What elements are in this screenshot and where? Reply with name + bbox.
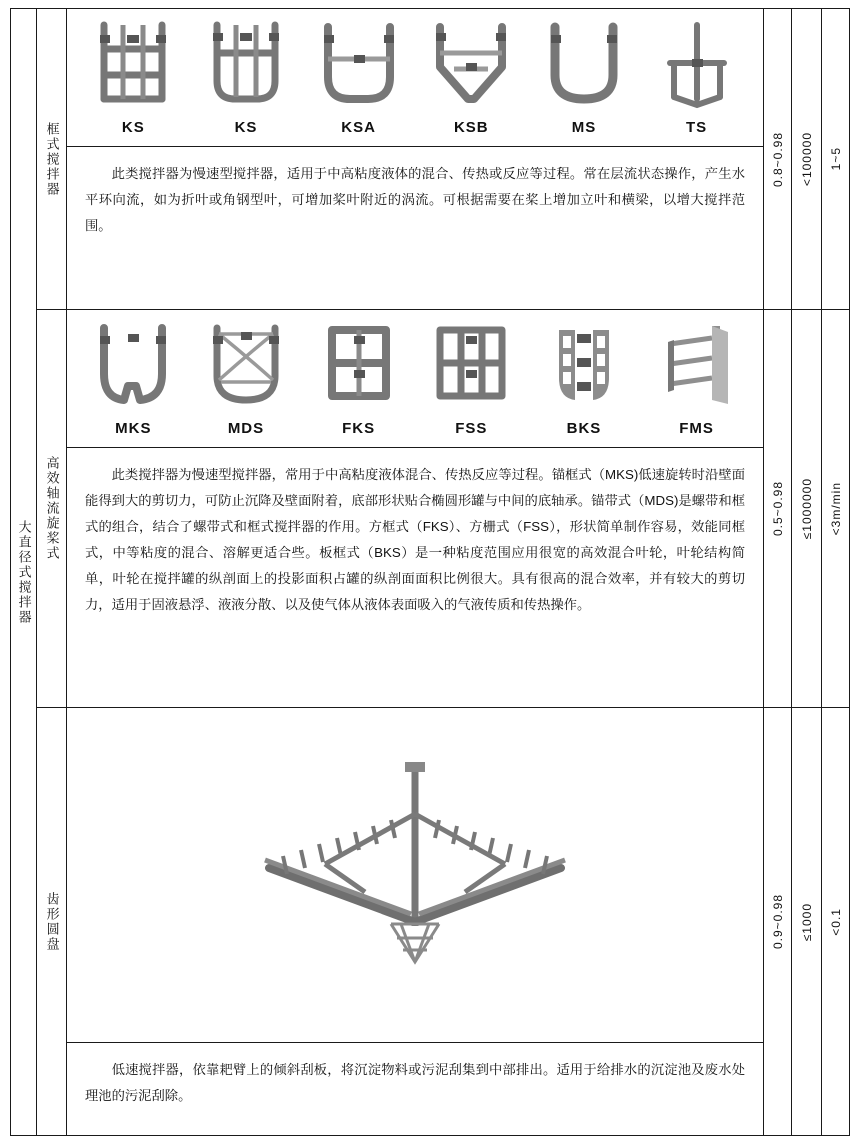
- anchor-frame-mks-icon: [90, 320, 176, 412]
- reynolds-value: ≤1000000: [799, 478, 814, 540]
- figure-item: [416, 320, 526, 447]
- grid-frame-fss-icon: [428, 320, 514, 412]
- figure-caption: KS: [121, 119, 145, 136]
- description-text: 此类搅拌器为慢速型搅拌器，适用于中高粘度液体的混合、传热或反应等过程。常在层流状态操作，产生水平环向流，如为折叶或角钢型叶，可增加桨叶附近的涡流。可根据需要在桨上增加立叶和横梁，以增大搅拌范围。: [85, 166, 745, 233]
- type-label: 齿形圆盘: [44, 891, 60, 952]
- figure-caption: FMS: [679, 420, 714, 438]
- figure-item: [78, 19, 188, 146]
- figure-item: [642, 19, 752, 146]
- group-label: 大直径式搅拌器: [16, 519, 32, 625]
- content-cell-3: [67, 708, 764, 1136]
- frame-impeller-ksa-icon: [316, 19, 402, 111]
- description-2: [67, 448, 763, 707]
- figure-row-2: [67, 310, 763, 448]
- helical-ribbon-mds-icon: [203, 320, 289, 412]
- reynolds-value: ≤1000: [799, 902, 814, 941]
- reynolds-value: <100000: [799, 131, 814, 187]
- figure-item: [416, 19, 526, 146]
- turbine-impeller-ts-icon: [654, 19, 740, 111]
- figure-row-3: [67, 708, 763, 1043]
- blade-frame-fms-icon: [654, 320, 740, 412]
- description-3: [67, 1043, 763, 1135]
- ratio-cell-3: [764, 708, 792, 1136]
- ratio-cell-2: [764, 310, 792, 708]
- speed-cell-3: [822, 708, 850, 1136]
- figure-caption: KSA: [341, 119, 376, 136]
- figure-caption: FSS: [455, 420, 488, 438]
- table-row: [11, 708, 850, 1136]
- figure-item: [191, 320, 301, 447]
- figure-item: [304, 19, 414, 146]
- figure-caption: KSB: [453, 119, 489, 136]
- figure-caption: MS: [571, 119, 597, 136]
- figure-item: [529, 320, 639, 447]
- speed-value: 1~5: [828, 147, 843, 171]
- frame-impeller-ks-1-icon: [90, 19, 176, 111]
- figure-item: [78, 320, 188, 447]
- figure-caption: MDS: [227, 420, 265, 438]
- ratio-value: 0.8~0.98: [770, 131, 785, 187]
- type-label-cell-3: [37, 708, 67, 1136]
- table-row: [11, 310, 850, 708]
- impeller-spec-table: [10, 8, 850, 1136]
- figure-item: [642, 320, 752, 447]
- plate-frame-bks-icon: [541, 320, 627, 412]
- figure-item: [205, 751, 625, 999]
- figure-row-1: [67, 9, 763, 147]
- speed-value: <3m/min: [828, 482, 843, 536]
- speed-cell-1: [822, 9, 850, 310]
- figure-item: [191, 19, 301, 146]
- speed-value: <0.1: [828, 907, 843, 936]
- content-cell-2: [67, 310, 764, 708]
- table-row: [11, 9, 850, 310]
- reynolds-cell-1: [792, 9, 822, 310]
- square-frame-fks-icon: [316, 320, 402, 412]
- anchor-impeller-ms-icon: [541, 19, 627, 111]
- figure-caption: BKS: [566, 420, 602, 438]
- ratio-value: 0.5~0.98: [770, 481, 785, 537]
- reynolds-cell-3: [792, 708, 822, 1136]
- reynolds-cell-2: [792, 310, 822, 708]
- description-text: 此类搅拌器为慢速型搅拌器，常用于中高粘度液体混合、传热反应等过程。锚框式（MKS)低速旋转时沿壁面能得到大的剪切力，可防止沉降及壁面附着，底部形状贴合椭圆形罐与中间的底轴承。锚带式（MDS)是螺带和框式的组合，结合了螺带式和框式搅拌器的作用。方框式（FKS）、方栅式（FSS），形状简单制作容易，效能同框式，中等粘度的混合、溶解更适合些。板框式（BKS）是一种粘度范围应用很宽的高效混合叶轮，叶轮结构简单，叶轮在搅拌罐的纵剖面上的投影面积占罐的纵剖面面积比例很大。具有很高的混合效率，并有较大的剪切力，适用于固液悬浮、液液分散、以及使气体从液体表面吸入的气液传质和传热操作。: [85, 467, 745, 612]
- frame-impeller-ks-2-icon: [203, 19, 289, 111]
- figure-caption: MKS: [115, 420, 152, 438]
- figure-item: [529, 19, 639, 146]
- rake-scraper-arm-icon: [205, 751, 625, 981]
- speed-cell-2: [822, 310, 850, 708]
- figure-caption: FKS: [342, 420, 376, 438]
- figure-caption: TS: [686, 119, 708, 136]
- group-label-cell: [11, 9, 37, 1136]
- type-label: 框式搅拌器: [44, 121, 60, 197]
- description-text: 低速搅拌器，依靠耙臂上的倾斜刮板，将沉淀物料或污泥刮集到中部排出。适用于给排水的沉淀池及废水处理池的污泥刮除。: [85, 1062, 745, 1103]
- type-label-cell-2: [37, 310, 67, 708]
- ratio-cell-1: [764, 9, 792, 310]
- ratio-value: 0.9~0.98: [770, 894, 785, 950]
- type-label: 高效轴流旋桨式: [44, 456, 60, 562]
- frame-impeller-ksb-icon: [428, 19, 514, 111]
- content-cell-1: [67, 9, 764, 310]
- figure-item: [304, 320, 414, 447]
- figure-caption: KS: [234, 119, 258, 136]
- description-1: [67, 147, 763, 309]
- type-label-cell-1: [37, 9, 67, 310]
